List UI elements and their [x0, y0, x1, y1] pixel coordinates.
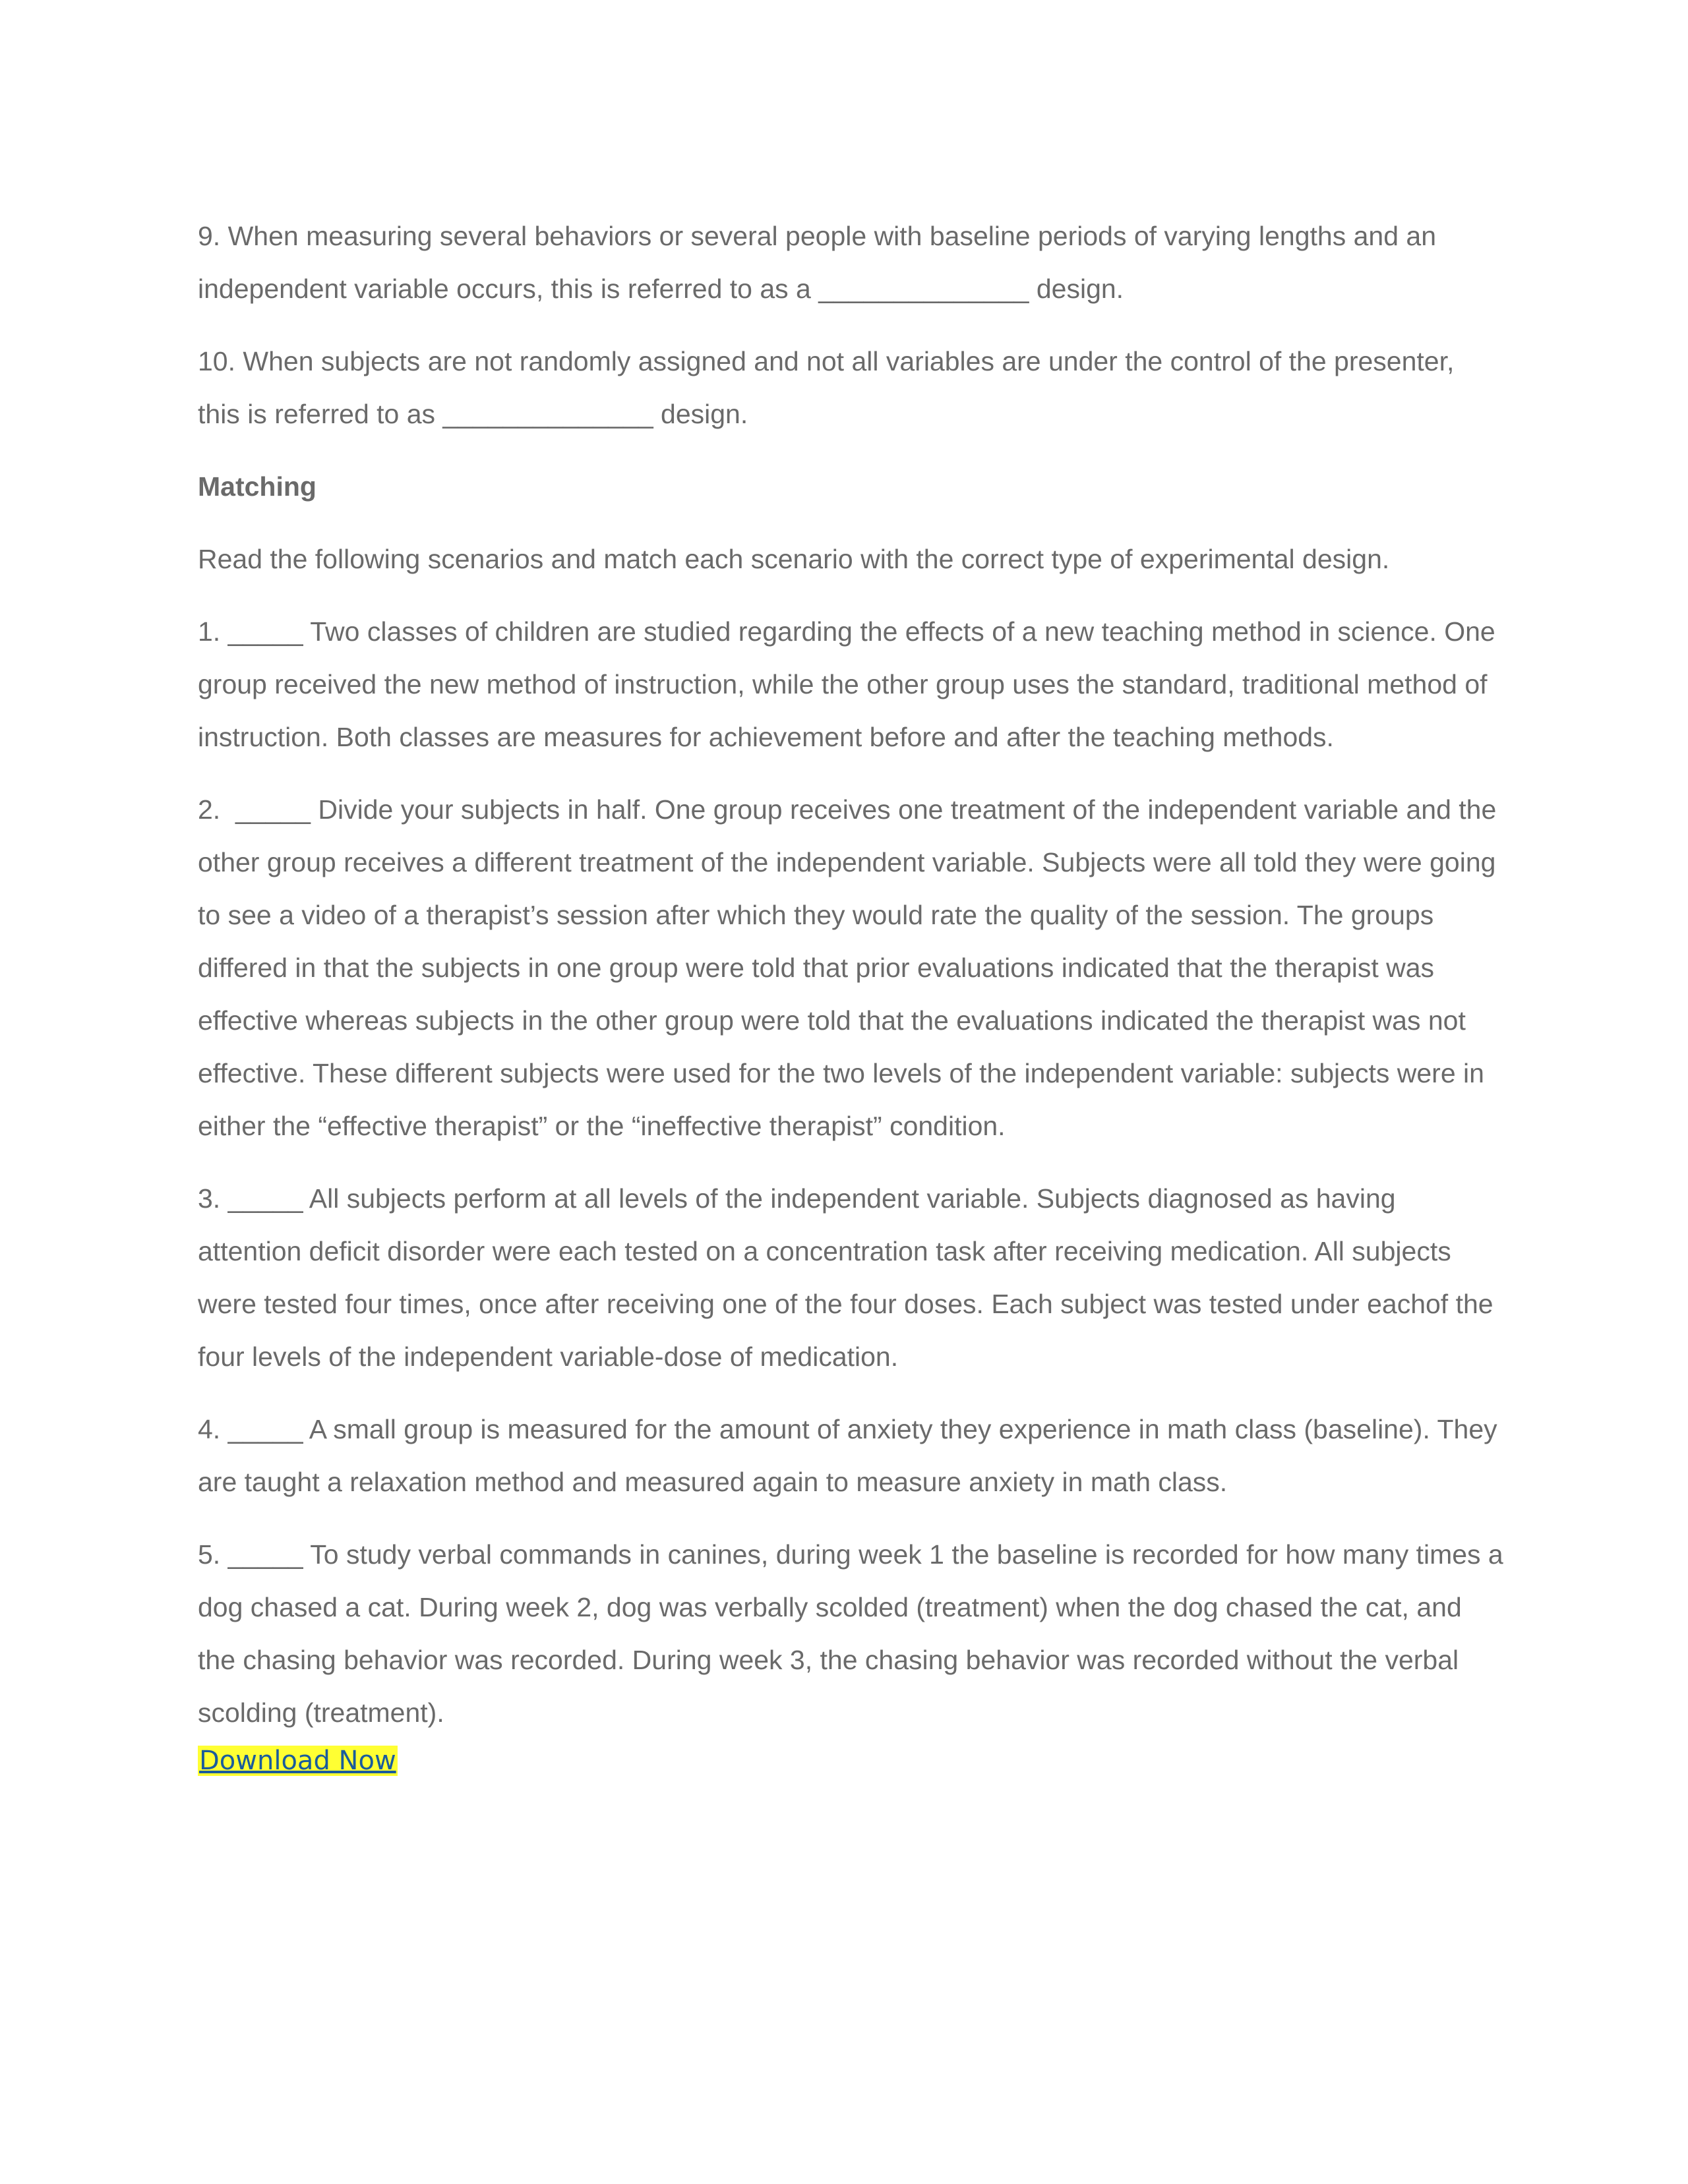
- item-prefix: 3. _____: [198, 1183, 303, 1214]
- question-number: 9.: [198, 221, 221, 251]
- item-prefix: 4. _____: [198, 1414, 303, 1444]
- question-text: When subjects are not randomly assigned and not all variables are under the control of the presenter, this is referred to as ______________ design.: [198, 346, 1455, 429]
- item-text: To study verbal commands in canines, during week 1 the baseline is recorded for how many times a dog chased a cat. During week 2, dog was verbally scolded (treatment) when the dog chased the cat, and the chasing behavior was recorded. During week 3, the chasing behavior was recorded without the verbal scolding (treatment).: [198, 1539, 1503, 1728]
- matching-item-2: [198, 783, 1503, 1152]
- question-text: When measuring several behaviors or several people with baseline periods of varying lengths and an independent variable occurs, this is referred to as a ______________ design.: [198, 221, 1436, 304]
- question-number: 10.: [198, 346, 235, 376]
- matching-item-5: [198, 1528, 1503, 1739]
- item-prefix: 2. _____: [198, 794, 311, 825]
- item-prefix: 5. _____: [198, 1539, 303, 1570]
- item-text: Two classes of children are studied regarding the effects of a new teaching method in science. One group received the new method of instruction, while the other group uses the standard, traditional method of instruction. Both classes are measures for achievement before and after the teaching methods.: [198, 616, 1495, 752]
- matching-item-4: [198, 1403, 1503, 1508]
- question-10: [198, 335, 1503, 440]
- download-now-link[interactable]: Download Now: [199, 1746, 396, 1776]
- matching-item-3: [198, 1172, 1503, 1383]
- download-container: [198, 1740, 1503, 1781]
- item-text: Divide your subjects in half. One group receives one treatment of the independent variable and the other group receives a different treatment of the independent variable. Subjects were all told they were going to see a video of a therapist’s session after which they would rate the quality of the session. The groups differed in that the subjects in one group were told that prior evaluations indicated that the therapist was effective whereas subjects in the other group were told that the evaluations indicated the therapist was not effective. These different subjects were used for the two levels of the independent variable: subjects were in either the “effective therapist” or the “ineffective therapist” condition.: [198, 794, 1497, 1141]
- item-text: A small group is measured for the amount of anxiety they experience in math class (baseline). They are taught a relaxation method and measured again to measure anxiety in math class.: [198, 1414, 1497, 1497]
- matching-instructions: Read the following scenarios and match each scenario with the correct type of experimental design.: [198, 544, 1390, 574]
- question-9: [198, 210, 1503, 315]
- matching-item-1: [198, 605, 1503, 763]
- item-text: All subjects perform at all levels of the independent variable. Subjects diagnosed as having attention deficit disorder were each tested on a concentration task after receiving medication. All subjects were tested four times, once after receiving one of the four doses. Each subject was tested under eachof the four levels of the independent variable-dose of medication.: [198, 1183, 1493, 1372]
- document-page: [198, 210, 1503, 1781]
- item-prefix: 1. _____: [198, 616, 303, 647]
- matching-heading: Matching: [198, 471, 316, 502]
